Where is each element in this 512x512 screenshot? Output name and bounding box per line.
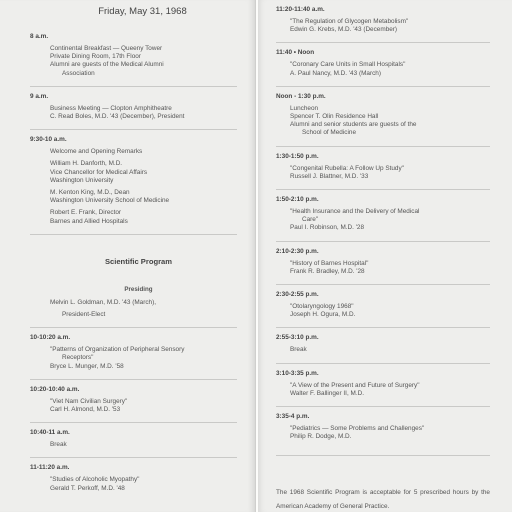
- right-program-list: [276, 6, 490, 441]
- schedule-line: Break: [50, 441, 67, 449]
- schedule-time: 9 a.m.: [30, 92, 49, 100]
- schedule-entry: [276, 370, 490, 398]
- schedule-time: 10:20-10:40 a.m.: [30, 385, 80, 393]
- presiding-block: [30, 299, 237, 319]
- divider: [30, 379, 237, 380]
- schedule-line: Philip R. Dodge, M.D.: [290, 433, 352, 441]
- schedule-time: 2:10-2:30 p.m.: [276, 247, 319, 255]
- schedule-entry: [30, 334, 237, 371]
- schedule-line: C. Read Boles, M.D. '43 (December), President: [50, 113, 185, 121]
- divider: [30, 129, 237, 130]
- schedule-line: "Health Insurance and the Delivery of Medical: [290, 208, 420, 216]
- presiding-label: Presiding: [124, 285, 153, 293]
- schedule-line: "The Regulation of Glycogen Metabolism": [290, 18, 409, 25]
- schedule-time: 8 a.m.: [30, 33, 49, 40]
- schedule-line: Private Dining Room, 17th Floor: [50, 53, 141, 61]
- schedule-line: Washington University: [50, 176, 114, 184]
- divider: [276, 406, 490, 407]
- right-page: [258, 0, 512, 512]
- schedule-line: "Otolaryngology 1968": [290, 303, 354, 311]
- schedule-line: "Coronary Care Units in Small Hospitals": [290, 61, 406, 69]
- schedule-entry: [30, 93, 237, 121]
- schedule-line: A. Paul Nancy, M.D. '43 (March): [290, 69, 381, 77]
- schedule-line: Barnes and Allied Hospitals: [50, 217, 128, 225]
- divider: [276, 327, 490, 328]
- schedule-entry: [276, 153, 490, 181]
- schedule-line: Edwin G. Krebs, M.D. '43 (December): [290, 26, 398, 34]
- schedule-line: Gerald T. Perkoff, M.D. '48: [50, 484, 125, 492]
- schedule-entry: [30, 386, 237, 414]
- schedule-entry: [30, 464, 237, 492]
- schedule-line: Spencer T. Olin Residence Hall: [290, 113, 379, 121]
- divider: [30, 234, 237, 235]
- schedule-line: Alumni and senior students are guests of the: [290, 121, 417, 129]
- schedule-line: Walter F. Ballinger II, M.D.: [290, 389, 364, 397]
- right-column: [276, 0, 490, 512]
- left-program-list: [30, 334, 237, 493]
- schedule-line: Business Meeting — Clopton Amphitheatre: [50, 104, 172, 112]
- schedule-line: Joseph H. Ogura, M.D.: [290, 311, 356, 319]
- divider: [276, 146, 490, 147]
- divider: [30, 422, 237, 423]
- schedule-entry: [276, 49, 490, 77]
- schedule-time: 3:35-4 p.m.: [276, 413, 310, 421]
- divider: [276, 189, 490, 190]
- divider: [276, 363, 490, 364]
- schedule-line: President-Elect: [62, 311, 106, 319]
- schedule-entry: [276, 413, 490, 441]
- schedule-line: Receptors": [62, 354, 94, 362]
- schedule-time: 2:30-2:55 p.m.: [276, 291, 319, 299]
- divider: [30, 86, 237, 87]
- schedule-time: Noon - 1:30 p.m.: [276, 92, 326, 100]
- schedule-line: School of Medicine: [302, 129, 356, 137]
- schedule-line: Russell J. Blattner, M.D. '33: [290, 172, 369, 180]
- schedule-entry: [276, 334, 490, 354]
- accreditation-note: The 1968 Scientific Program is acceptable for 5 prescribed hours by the American Academy of General Practice.: [276, 489, 490, 510]
- schedule-time: 3:10-3:35 p.m.: [276, 369, 319, 377]
- schedule-time: 11:40 • Noon: [276, 49, 315, 57]
- schedule-line: Care": [302, 216, 319, 224]
- schedule-time: 1:50-2:10 p.m.: [276, 196, 319, 204]
- schedule-time: 2:55-3:10 p.m.: [276, 334, 319, 342]
- divider: [276, 86, 490, 87]
- schedule-line: "Viet Nam Civilian Surgery": [50, 397, 128, 405]
- schedule-line: Frank R. Bradley, M.D. '28: [290, 267, 365, 275]
- schedule-entry: [276, 291, 490, 319]
- schedule-line: Alumni are guests of the Medical Alumni: [50, 61, 164, 69]
- schedule-line: Paul I. Robinson, M.D. '28: [290, 224, 365, 232]
- schedule-line: Welcome and Opening Remarks: [50, 148, 143, 156]
- divider: [276, 455, 490, 456]
- date-header: Friday, May 31, 1968: [98, 6, 187, 17]
- schedule-entry: [276, 6, 490, 34]
- schedule-entry: [30, 429, 237, 449]
- schedule-line: "Congenital Rubella: A Follow Up Study": [290, 164, 404, 172]
- divider: [276, 241, 490, 242]
- schedule-line: Carl H. Almond, M.D. '53: [50, 406, 121, 414]
- schedule-entry: [30, 33, 237, 78]
- schedule-time: 10-10:20 a.m.: [30, 334, 71, 342]
- schedule-line: Robert E. Frank, Director: [50, 209, 122, 217]
- schedule-line: "Pediatrics — Some Problems and Challenges": [290, 425, 425, 433]
- schedule-line: Melvin L. Goldman, M.D. '43 (March),: [50, 298, 156, 306]
- divider: [276, 42, 490, 43]
- schedule-time: 1:30-1:50 p.m.: [276, 152, 319, 160]
- schedule-time: 11-11:20 a.m.: [30, 464, 70, 472]
- scientific-program-title: Scientific Program: [104, 256, 173, 266]
- schedule-entry: [276, 248, 490, 276]
- schedule-line: "History of Barnes Hospital": [290, 259, 369, 267]
- divider: [30, 457, 237, 458]
- divider: [276, 284, 490, 285]
- schedule-entry: [276, 196, 490, 233]
- schedule-time: 11:20-11:40 a.m.: [276, 6, 325, 13]
- schedule-entry: [30, 136, 237, 226]
- schedule-time: 9:30-10 a.m.: [30, 136, 67, 144]
- schedule-line: Luncheon: [290, 104, 319, 112]
- schedule-line: "Patterns of Organization of Peripheral Sensory: [50, 346, 185, 354]
- schedule-time: 10:40-11 a.m.: [30, 429, 70, 437]
- schedule-line: Association: [62, 69, 95, 77]
- schedule-line: Washington University School of Medicine: [50, 197, 170, 205]
- schedule-line: "Studies of Alcoholic Myopathy": [50, 476, 140, 484]
- schedule-line: Bryce L. Munger, M.D. '58: [50, 362, 124, 370]
- left-column: [30, 0, 237, 512]
- schedule-line: Vice Chancellor for Medical Affairs: [50, 168, 148, 176]
- schedule-line: Break: [290, 346, 307, 354]
- divider: [30, 327, 237, 328]
- schedule-line: Continental Breakfast — Queeny Tower: [50, 45, 163, 52]
- morning-schedule: [30, 33, 237, 226]
- schedule-line: William H. Danforth, M.D.: [50, 160, 123, 168]
- schedule-line: "A View of the Present and Future of Surgery": [290, 381, 420, 389]
- schedule-entry: [276, 93, 490, 138]
- schedule-line: M. Kenton King, M.D., Dean: [50, 189, 130, 197]
